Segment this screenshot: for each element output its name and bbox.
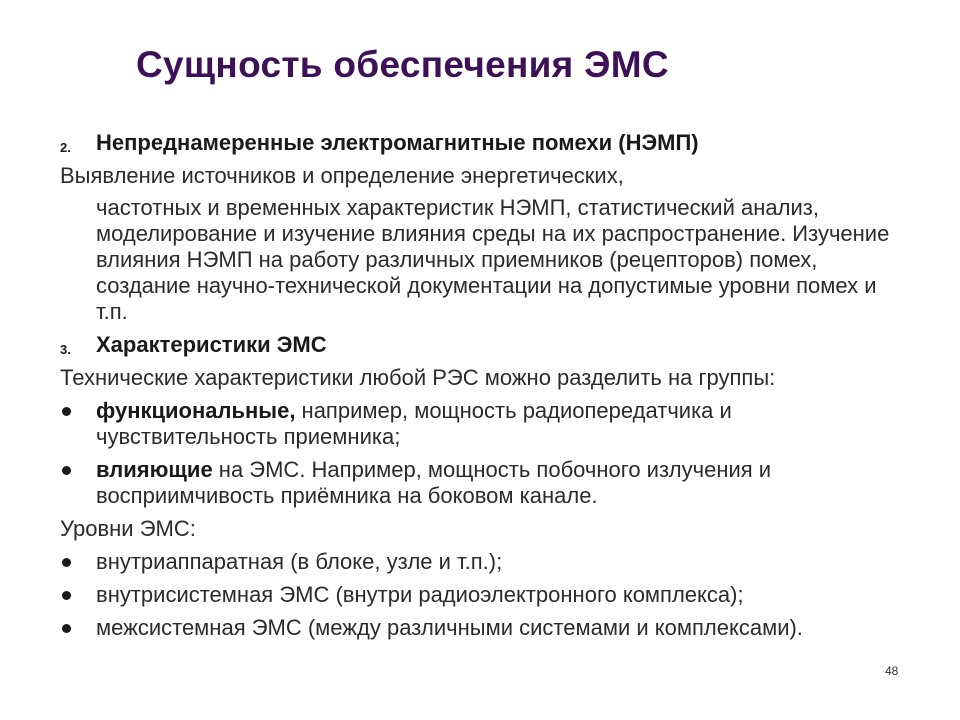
bullet-text: на ЭМС. Например, мощность побочного излучения и восприимчивость приёмника на боковом канале. xyxy=(96,457,772,508)
paragraph-text: Уровни ЭМС: xyxy=(60,516,196,541)
bullet-dot-icon xyxy=(62,558,71,567)
slide-content xyxy=(60,130,910,648)
section-heading-ems-characteristics: Характеристики ЭМС xyxy=(96,332,327,357)
paragraph-levels-intro xyxy=(60,516,910,542)
paragraph-continuation: частотных и временных характеристик НЭМП, статистический анализ, моделирование и изучение влияния среды на их распространение. Изучение влияния НЭМП на работу различных приемников (рецепторов) помех, создание научно-технической документации на допустимые уровни помех и т.п. xyxy=(96,195,890,324)
bullet-term: влияющие xyxy=(96,457,213,482)
bullet-level-intra-system xyxy=(60,582,910,608)
paragraph-text: Технические характеристики любой РЭС можно разделить на группы: xyxy=(60,365,776,390)
page-number: 48 xyxy=(885,664,899,678)
bullet-influencing xyxy=(60,457,910,509)
bullet-dot-icon xyxy=(62,407,71,416)
bullet-functional xyxy=(60,398,910,450)
paragraph-nemp xyxy=(60,163,910,325)
bullet-text: внутрисистемная ЭМС (внутри радиоэлектронного комплекса); xyxy=(96,582,744,607)
bullet-dot-icon xyxy=(62,466,71,475)
bullet-level-intra-device xyxy=(60,549,910,575)
bullet-text: межсистемная ЭМС (между различными системами и комплексами). xyxy=(96,615,803,640)
bullet-text: внутриаппаратная (в блоке, узле и т.п.); xyxy=(96,549,503,574)
item-number: 3. xyxy=(60,342,71,357)
slide-title: Сущность обеспечения ЭМС xyxy=(136,44,669,85)
bullet-level-inter-system xyxy=(60,615,910,641)
bullet-text: например, мощность радиопередатчика и чувствительность приемника; xyxy=(96,398,732,449)
section-heading-nemp: Непреднамеренные электромагнитные помехи (НЭМП) xyxy=(96,130,699,155)
bullet-term: функциональные, xyxy=(96,398,296,423)
item-number: 2. xyxy=(60,140,71,155)
paragraph-groups-intro xyxy=(60,365,910,391)
bullet-dot-icon xyxy=(62,624,71,633)
bullet-dot-icon xyxy=(62,591,71,600)
numbered-item-3 xyxy=(60,332,910,358)
numbered-item-2 xyxy=(60,130,910,156)
paragraph-first-line: Выявление источников и определение энергетических, xyxy=(60,163,624,188)
